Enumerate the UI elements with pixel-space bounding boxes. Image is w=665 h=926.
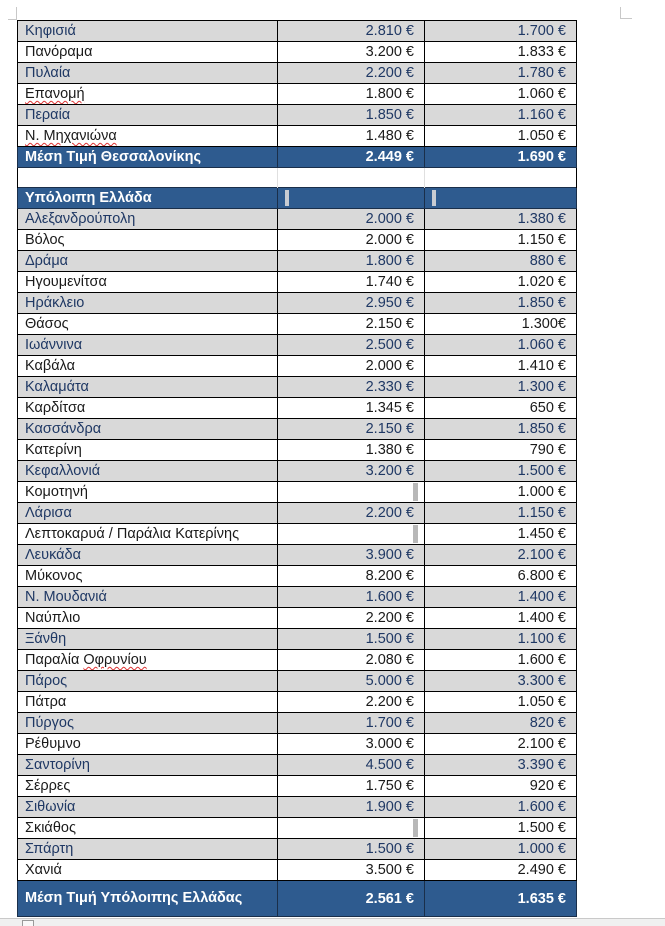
price-a-cell[interactable]: 1.345 €: [278, 398, 425, 419]
price-a-cell[interactable]: 1.480 €: [278, 126, 425, 147]
price-b-cell[interactable]: 650 €: [425, 398, 577, 419]
area-cell[interactable]: Λεπτοκαρυά / Παράλια Κατερίνης: [18, 524, 278, 545]
price-b-cell[interactable]: 1.400 €: [425, 587, 577, 608]
table-row: [18, 587, 577, 608]
price-b-cell[interactable]: 1.060 €: [425, 84, 577, 105]
table-row: [18, 398, 577, 419]
area-cell[interactable]: Καβάλα: [18, 356, 278, 377]
table-row: [18, 377, 577, 398]
area-cell[interactable]: Πάτρα: [18, 692, 278, 713]
section-header-row: [18, 188, 577, 209]
price-a-cell[interactable]: 2.000 €: [278, 356, 425, 377]
price-b-cell[interactable]: 1.300€: [425, 314, 577, 335]
price-b-cell[interactable]: 1.500 €: [425, 461, 577, 482]
table-row: [18, 209, 577, 230]
table-row: [18, 314, 577, 335]
table-row: [18, 272, 577, 293]
price-a-cell[interactable]: 2.150 €: [278, 314, 425, 335]
empty-cell[interactable]: [425, 168, 577, 188]
price-a-cell[interactable]: 1.500 €: [278, 839, 425, 860]
price-a-cell[interactable]: 2.200 €: [278, 63, 425, 84]
price-a-cell[interactable]: 5.000 €: [278, 671, 425, 692]
area-cell[interactable]: Ηράκλειο: [18, 293, 278, 314]
price-a-cell[interactable]: 3.200 €: [278, 461, 425, 482]
area-cell[interactable]: Χανιά: [18, 860, 278, 881]
price-b-cell[interactable]: 790 €: [425, 440, 577, 461]
price-a-cell[interactable]: 2.500 €: [278, 335, 425, 356]
status-bar-icon[interactable]: [22, 920, 34, 926]
price-b-cell[interactable]: 1.410 €: [425, 356, 577, 377]
area-cell[interactable]: Κηφισιά: [18, 21, 278, 42]
price-b-cell[interactable]: 1.050 €: [425, 126, 577, 147]
price-a-cell[interactable]: 1.500 €: [278, 629, 425, 650]
price-a-cell[interactable]: 3.200 €: [278, 42, 425, 63]
area-cell[interactable]: Μύκονος: [18, 566, 278, 587]
price-b-cell[interactable]: 1.450 €: [425, 524, 577, 545]
area-cell[interactable]: Κατερίνη: [18, 440, 278, 461]
area-cell[interactable]: Σαντορίνη: [18, 755, 278, 776]
area-cell[interactable]: Ιωάννινα: [18, 335, 278, 356]
average-price-a-cell[interactable]: 2.449 €: [278, 147, 425, 168]
price-a-cell[interactable]: 1.380 €: [278, 440, 425, 461]
price-a-cell[interactable]: [278, 524, 425, 545]
price-a-cell[interactable]: 2.000 €: [278, 209, 425, 230]
price-b-cell[interactable]: 2.100 €: [425, 734, 577, 755]
price-a-cell[interactable]: 3.500 €: [278, 860, 425, 881]
table-row: [18, 230, 577, 251]
area-cell[interactable]: Πανόραμα: [18, 42, 278, 63]
table-row: [18, 440, 577, 461]
price-b-cell[interactable]: 1.000 €: [425, 482, 577, 503]
price-a-cell[interactable]: 2.200 €: [278, 692, 425, 713]
area-cell[interactable]: Δράμα: [18, 251, 278, 272]
area-cell[interactable]: Πυλαία: [18, 63, 278, 84]
table-row: [18, 545, 577, 566]
table-row: [18, 105, 577, 126]
spelling-error-text: Ν. Μηχανιώνα: [25, 128, 117, 144]
area-cell[interactable]: Ρέθυμνο: [18, 734, 278, 755]
section-header-label[interactable]: Υπόλοιπη Ελλάδα: [18, 188, 278, 209]
table-row: [18, 629, 577, 650]
price-a-cell[interactable]: 2.950 €: [278, 293, 425, 314]
table-row: [18, 608, 577, 629]
table-row: [18, 692, 577, 713]
area-cell[interactable]: Σκιάθος: [18, 818, 278, 839]
blank-separator-row: [18, 168, 577, 188]
price-b-cell[interactable]: 1.850 €: [425, 419, 577, 440]
price-b-cell[interactable]: 1.600 €: [425, 650, 577, 671]
empty-cell[interactable]: [18, 168, 278, 188]
table-row: [18, 524, 577, 545]
price-b-cell[interactable]: 1.050 €: [425, 692, 577, 713]
price-a-cell[interactable]: 1.850 €: [278, 105, 425, 126]
table-row: [18, 482, 577, 503]
rest-average-row: [18, 881, 577, 917]
table-row: [18, 293, 577, 314]
area-cell[interactable]: Ναύπλιο: [18, 608, 278, 629]
price-a-cell[interactable]: 4.500 €: [278, 755, 425, 776]
area-cell[interactable]: Καρδίτσα: [18, 398, 278, 419]
area-cell[interactable]: Κομοτηνή: [18, 482, 278, 503]
price-b-cell[interactable]: 2.100 €: [425, 545, 577, 566]
price-a-cell[interactable]: 2.200 €: [278, 503, 425, 524]
price-b-cell[interactable]: 1.020 €: [425, 272, 577, 293]
price-b-cell[interactable]: 1.300 €: [425, 377, 577, 398]
price-b-cell[interactable]: 880 €: [425, 251, 577, 272]
page-corner-marker-right: [620, 7, 632, 19]
price-b-cell[interactable]: 1.150 €: [425, 503, 577, 524]
price-b-cell[interactable]: 1.780 €: [425, 63, 577, 84]
price-a-cell[interactable]: 2.080 €: [278, 650, 425, 671]
thessaloniki-average-row: [18, 147, 577, 168]
average-price-b-cell[interactable]: 1.635 €: [425, 881, 577, 917]
spelling-error-text: Επανομή: [25, 86, 85, 102]
area-cell[interactable]: Θάσος: [18, 314, 278, 335]
area-cell[interactable]: Βόλος: [18, 230, 278, 251]
price-b-cell[interactable]: 3.390 €: [425, 755, 577, 776]
price-b-cell[interactable]: 1.000 €: [425, 839, 577, 860]
cell-marker: [432, 190, 436, 206]
average-price-a-cell[interactable]: 2.561 €: [278, 881, 425, 917]
price-b-cell[interactable]: 920 €: [425, 776, 577, 797]
price-b-cell[interactable]: 1.700 €: [425, 21, 577, 42]
empty-cell-marker: [413, 483, 418, 501]
price-b-cell[interactable]: 1.600 €: [425, 797, 577, 818]
empty-cell[interactable]: [278, 168, 425, 188]
table-row: [18, 734, 577, 755]
table-row: [18, 42, 577, 63]
area-cell[interactable]: [18, 650, 278, 671]
spelling-error-text: Οφρυνίου: [83, 652, 147, 668]
area-cell[interactable]: Σπάρτη: [18, 839, 278, 860]
average-label-cell[interactable]: Μέση Τιμή Υπόλοιπης Ελλάδας: [18, 881, 278, 917]
price-a-cell[interactable]: 1.800 €: [278, 84, 425, 105]
price-a-cell[interactable]: 2.330 €: [278, 377, 425, 398]
price-b-cell[interactable]: 1.100 €: [425, 629, 577, 650]
table-row: [18, 503, 577, 524]
area-cell[interactable]: Λάρισα: [18, 503, 278, 524]
price-a-cell[interactable]: [278, 482, 425, 503]
table-row: [18, 671, 577, 692]
area-cell[interactable]: Καλαμάτα: [18, 377, 278, 398]
table-row: [18, 251, 577, 272]
price-a-cell[interactable]: 1.740 €: [278, 272, 425, 293]
area-cell[interactable]: Περαία: [18, 105, 278, 126]
area-cell[interactable]: Κεφαλλονιά: [18, 461, 278, 482]
area-text-part: Παραλία: [25, 652, 84, 668]
price-a-cell[interactable]: 1.700 €: [278, 713, 425, 734]
table-row: [18, 21, 577, 42]
table-row: [18, 797, 577, 818]
price-a-cell[interactable]: 1.900 €: [278, 797, 425, 818]
average-price-b-cell[interactable]: 1.690 €: [425, 147, 577, 168]
header-empty-cell[interactable]: [425, 188, 577, 209]
page-corner-marker-left: [8, 7, 17, 20]
table-row: [18, 126, 577, 147]
area-cell[interactable]: Σιθωνία: [18, 797, 278, 818]
price-b-cell[interactable]: 1.850 €: [425, 293, 577, 314]
average-label-cell[interactable]: Μέση Τιμή Θεσσαλονίκης: [18, 147, 278, 168]
area-cell[interactable]: [18, 126, 278, 147]
price-a-cell[interactable]: 1.750 €: [278, 776, 425, 797]
price-a-cell[interactable]: 3.900 €: [278, 545, 425, 566]
table-row: [18, 335, 577, 356]
price-a-cell[interactable]: 2.150 €: [278, 419, 425, 440]
table-row: [18, 776, 577, 797]
price-a-cell[interactable]: 8.200 €: [278, 566, 425, 587]
area-cell[interactable]: Αλεξανδρούπολη: [18, 209, 278, 230]
table-row: [18, 650, 577, 671]
price-b-cell[interactable]: 1.380 €: [425, 209, 577, 230]
table-row: [18, 419, 577, 440]
price-b-cell[interactable]: 820 €: [425, 713, 577, 734]
price-b-cell[interactable]: 1.060 €: [425, 335, 577, 356]
area-cell[interactable]: Κασσάνδρα: [18, 419, 278, 440]
table-row: [18, 461, 577, 482]
cell-marker: [285, 190, 289, 206]
empty-cell-marker: [413, 819, 418, 837]
price-a-cell[interactable]: 1.800 €: [278, 251, 425, 272]
price-b-cell[interactable]: 1.500 €: [425, 818, 577, 839]
area-cell[interactable]: Πύργος: [18, 713, 278, 734]
table-row: [18, 839, 577, 860]
area-cell[interactable]: Σέρρες: [18, 776, 278, 797]
table-row: [18, 566, 577, 587]
price-a-cell[interactable]: [278, 818, 425, 839]
price-a-cell[interactable]: 2.200 €: [278, 608, 425, 629]
area-cell[interactable]: Ν. Μουδανιά: [18, 587, 278, 608]
price-b-cell[interactable]: 1.160 €: [425, 105, 577, 126]
price-a-cell[interactable]: 3.000 €: [278, 734, 425, 755]
area-cell[interactable]: Ξάνθη: [18, 629, 278, 650]
area-cell[interactable]: Πάρος: [18, 671, 278, 692]
table-row: [18, 63, 577, 84]
empty-cell-marker: [413, 525, 418, 543]
price-table: [17, 20, 577, 917]
table-row: [18, 818, 577, 839]
price-a-cell[interactable]: 2.810 €: [278, 21, 425, 42]
price-b-cell[interactable]: 2.490 €: [425, 860, 577, 881]
table-row: [18, 860, 577, 881]
price-b-cell[interactable]: 1.400 €: [425, 608, 577, 629]
area-cell[interactable]: [18, 84, 278, 105]
header-empty-cell[interactable]: [278, 188, 425, 209]
table-row: [18, 755, 577, 776]
price-a-cell[interactable]: 2.000 €: [278, 230, 425, 251]
area-cell[interactable]: Ηγουμενίτσα: [18, 272, 278, 293]
table-row: [18, 713, 577, 734]
area-cell[interactable]: Λευκάδα: [18, 545, 278, 566]
price-b-cell[interactable]: 1.150 €: [425, 230, 577, 251]
price-b-cell[interactable]: 3.300 €: [425, 671, 577, 692]
price-a-cell[interactable]: 1.600 €: [278, 587, 425, 608]
table-row: [18, 84, 577, 105]
price-b-cell[interactable]: 6.800 €: [425, 566, 577, 587]
price-b-cell[interactable]: 1.833 €: [425, 42, 577, 63]
table-row: [18, 356, 577, 377]
